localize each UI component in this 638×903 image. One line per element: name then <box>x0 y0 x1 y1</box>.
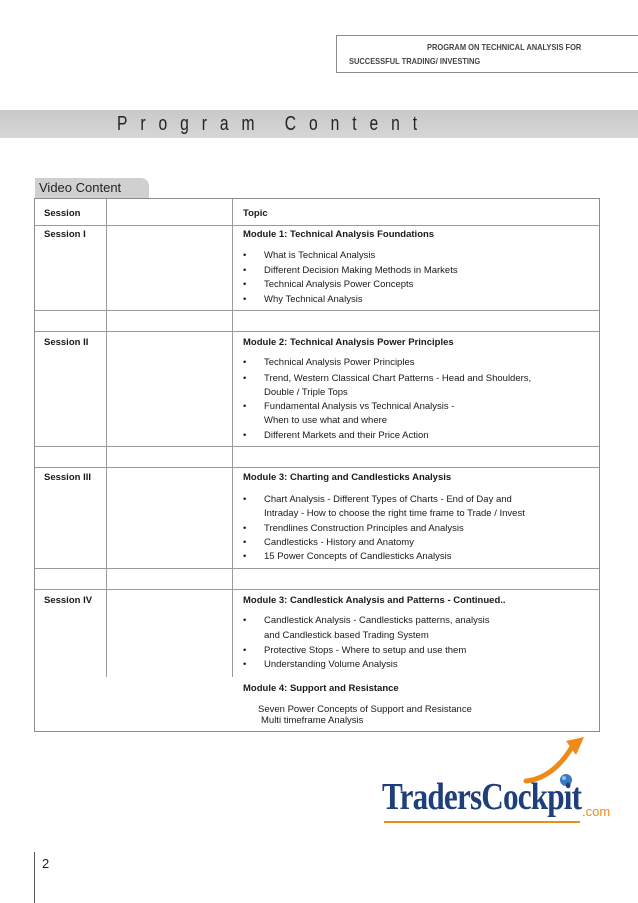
bullet-marker: • <box>243 494 247 505</box>
bullet-marker: • <box>243 294 247 305</box>
topic-item: Why Technical Analysis <box>264 294 363 305</box>
traderscockpit-logo <box>376 735 616 830</box>
topic-line: Seven Power Concepts of Support and Resistance <box>258 704 472 715</box>
table-rule <box>35 310 599 311</box>
logo-suffix: .com <box>582 804 611 819</box>
topic-item: Different Markets and their Price Action <box>264 430 429 441</box>
session-label: Session I <box>44 229 86 240</box>
section-label: Video Content <box>35 178 149 198</box>
header-title-line1: PROGRAM ON TECHNICAL ANALYSIS FOR <box>427 42 582 52</box>
topic-item: Trendlines Construction Principles and Analysis <box>264 523 464 534</box>
module-title: Module 2: Technical Analysis Power Principles <box>243 337 454 348</box>
topic-item: 15 Power Concepts of Candlesticks Analysis <box>264 551 452 562</box>
column-header-session: Session <box>44 208 81 219</box>
bullet-marker: • <box>243 373 247 384</box>
bullet-marker: • <box>243 250 247 261</box>
bullet-marker: • <box>243 279 247 290</box>
topic-item-continued: Intraday - How to choose the right time frame to Trade / Invest <box>264 508 525 519</box>
table-rule <box>35 568 599 569</box>
bullet-marker: • <box>243 551 247 562</box>
table-rule <box>35 589 599 590</box>
topic-item: What is Technical Analysis <box>264 250 376 261</box>
bullet-marker: • <box>243 265 247 276</box>
session-label: Session IV <box>44 595 93 606</box>
topic-item-continued: Double / Triple Tops <box>264 387 348 398</box>
topic-line: Multi timeframe Analysis <box>261 715 364 726</box>
bullet-marker: • <box>243 615 247 626</box>
session-label: Session III <box>44 472 91 483</box>
bullet-marker: • <box>243 645 247 656</box>
module-title: Module 1: Technical Analysis Foundations <box>243 229 435 240</box>
header-title-line2: SUCCESSFUL TRADING/ INVESTING <box>349 56 481 66</box>
table-rule <box>35 225 599 226</box>
table-rule <box>35 331 599 332</box>
topic-item: Protective Stops - Where to setup and use them <box>264 645 467 656</box>
program-content-banner <box>0 110 638 138</box>
page-number: 2 <box>42 856 50 871</box>
module-title: Module 3: Charting and Candlesticks Analysis <box>243 472 452 483</box>
session-label: Session II <box>44 337 89 348</box>
bullet-marker: • <box>243 430 247 441</box>
bullet-marker: • <box>243 659 247 670</box>
banner-title: Program Content <box>117 113 431 135</box>
topic-item-continued: and Candlestick based Trading System <box>264 630 429 641</box>
module-title: Module 4: Support and Resistance <box>243 683 399 694</box>
topic-item: Chart Analysis - Different Types of Charts - End of Day and <box>264 494 512 505</box>
table-divider <box>106 199 107 677</box>
table-divider <box>232 199 233 677</box>
table-rule <box>35 446 599 447</box>
bullet-marker: • <box>243 401 247 412</box>
table-rule <box>35 467 599 468</box>
topic-item-continued: When to use what and where <box>264 415 388 426</box>
topic-item: Understanding Volume Analysis <box>264 659 398 670</box>
topic-item: Fundamental Analysis vs Technical Analysis - <box>264 401 455 412</box>
header-box <box>336 35 638 73</box>
topic-item: Technical Analysis Power Concepts <box>264 279 414 290</box>
bullet-marker: • <box>243 357 247 368</box>
topic-item: Candlesticks - History and Anatomy <box>264 537 414 548</box>
topic-item: Different Decision Making Methods in Markets <box>264 265 458 276</box>
bullet-marker: • <box>243 537 247 548</box>
topic-item: Technical Analysis Power Principles <box>264 357 415 368</box>
column-header-topic: Topic <box>243 208 268 219</box>
topic-item: Candlestick Analysis - Candlesticks patterns, analysis <box>264 615 490 626</box>
logo-underline <box>384 821 580 823</box>
page-margin-rule <box>34 852 35 903</box>
bullet-marker: • <box>243 523 247 534</box>
module-title: Module 3: Candlestick Analysis and Patterns - Continued.. <box>243 595 506 606</box>
topic-item: Trend, Western Classical Chart Patterns - Head and Shoulders, <box>264 373 532 384</box>
logo-wordmark: TradersCockpit <box>382 776 582 818</box>
